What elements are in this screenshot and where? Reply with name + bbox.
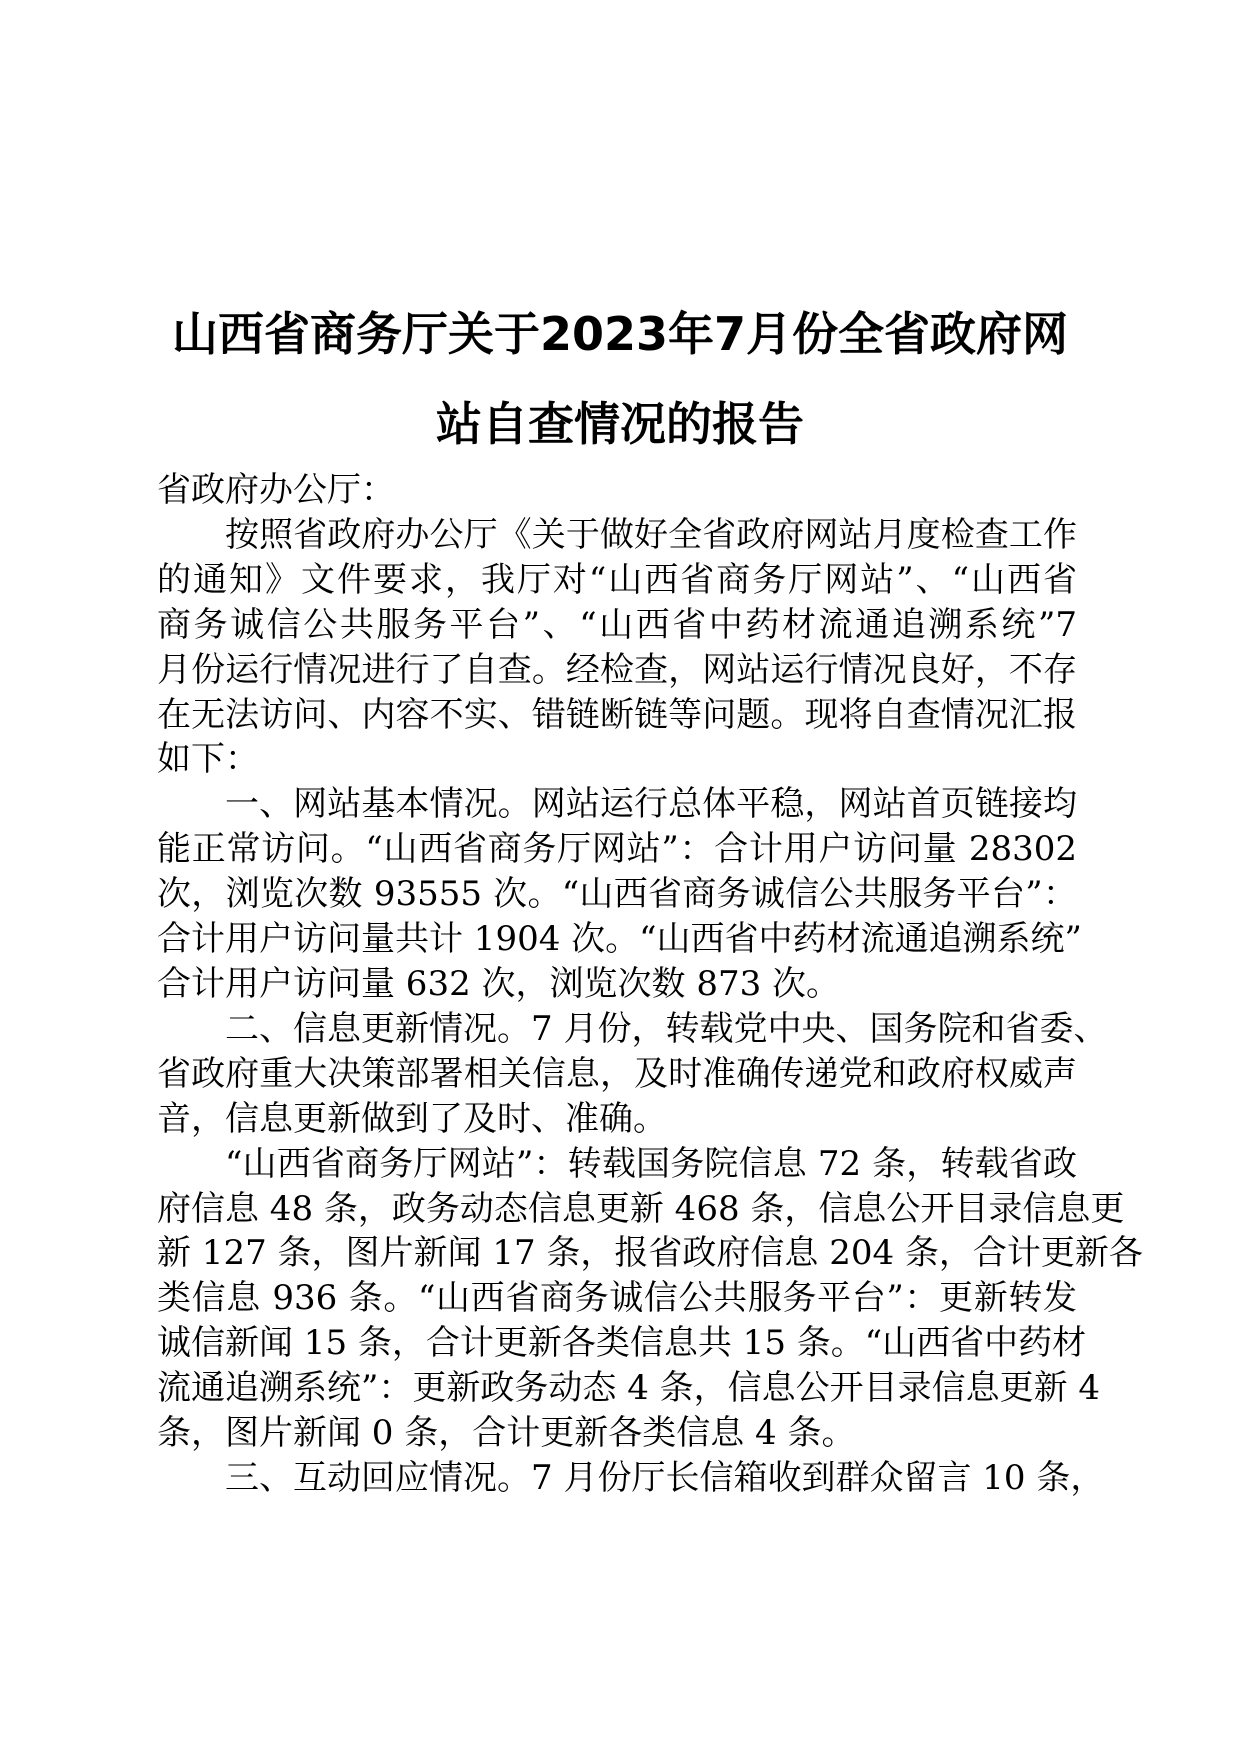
text-line: 合计用户访问量共计 1904 次。“山西省中药材流通追溯系统” xyxy=(157,919,1082,960)
text-line: 月份运行情况进行了自查。经检查，网站运行情况良好，不存 xyxy=(157,649,1077,690)
text-line: 如下： xyxy=(157,739,259,780)
text-line: 新 127 条，图片新闻 17 条，报省政府信息 204 条，合计更新各 xyxy=(157,1233,1143,1274)
paragraph-section-3 xyxy=(157,1456,1105,1501)
text-line: 二、信息更新情况。7 月份，转载党中央、国务院和省委、 xyxy=(225,1008,1108,1049)
text-line: 条，图片新闻 0 条，合计更新各类信息 4 条。 xyxy=(157,1413,856,1454)
text-line: 合计用户访问量 632 次，浏览次数 873 次。 xyxy=(157,963,841,1004)
text-line: 能正常访问。“山西省商务厅网站”：合计用户访问量 28302 xyxy=(157,829,1077,870)
text-line: 音，信息更新做到了及时、准确。 xyxy=(157,1098,667,1139)
paragraph-section-2 xyxy=(157,1007,1108,1142)
document-body xyxy=(157,468,1143,1501)
salutation: 省政府办公厅： xyxy=(157,470,395,510)
text-line: 在无法访问、内容不实、错链断链等问题。现将自查情况汇报 xyxy=(157,694,1077,735)
document-title-line-2: 站自查情况的报告 xyxy=(436,397,804,451)
paragraph-intro xyxy=(157,513,1077,782)
text-line: 府信息 48 条，政务动态信息更新 468 条，信息公开目录信息更 xyxy=(157,1188,1125,1229)
text-line: 一、网站基本情况。网站运行总体平稳，网站首页链接均 xyxy=(225,784,1077,825)
text-line: 流通追溯系统”：更新政务动态 4 条，信息公开目录信息更新 4 xyxy=(157,1368,1101,1409)
text-line: 商务诚信公共服务平台”、“山西省中药材流通追溯系统”7 xyxy=(157,604,1077,645)
text-line: 省政府重大决策部署相关信息，及时准确传递党和政府权威声 xyxy=(157,1053,1077,1094)
text-line: 三、互动回应情况。7 月份厅长信箱收到群众留言 10 条， xyxy=(225,1457,1105,1498)
text-line: 类信息 936 条。“山西省商务诚信公共服务平台”：更新转发 xyxy=(157,1278,1077,1319)
text-line: 诚信新闻 15 条，合计更新各类信息共 15 条。“山西省中药材 xyxy=(157,1323,1087,1364)
text-line: 按照省政府办公厅《关于做好全省政府网站月度检查工作 xyxy=(225,514,1077,555)
text-line: 次，浏览次数 93555 次。“山西省商务诚信公共服务平台”： xyxy=(157,874,1077,915)
text-line: “山西省商务厅网站”：转载国务院信息 72 条，转载省政 xyxy=(225,1143,1077,1184)
document-title-line-1: 山西省商务厅关于2023年7月份全省政府网 xyxy=(171,307,1069,361)
paragraph-section-1 xyxy=(157,782,1082,1007)
text-line: 的通知》文件要求，我厅对“山西省商务厅网站”、“山西省 xyxy=(157,559,1077,600)
paragraph-section-2-details xyxy=(157,1142,1143,1456)
